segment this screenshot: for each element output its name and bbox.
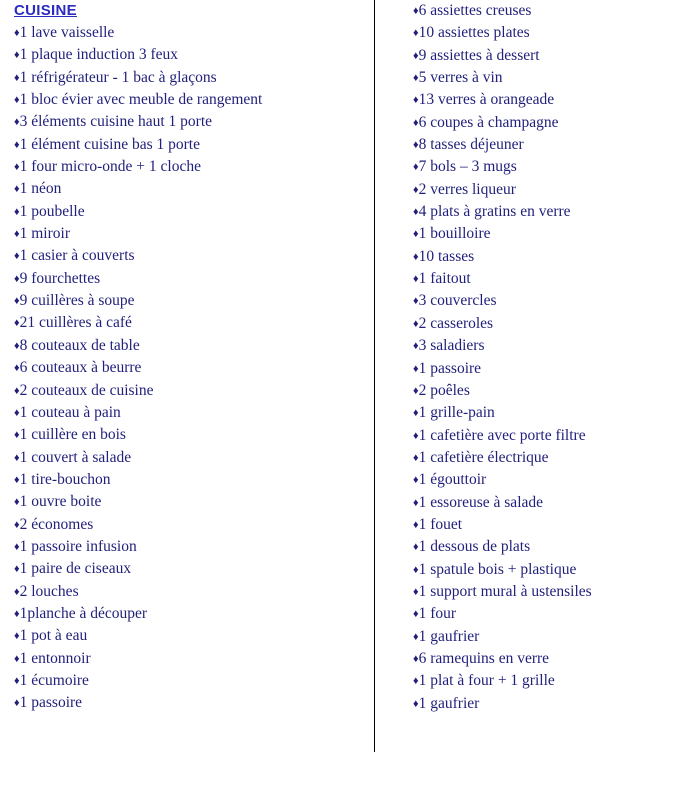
diamond-bullet-icon: ♦: [14, 652, 20, 665]
list-item: [14, 201, 374, 223]
list-item-label: 1 pot à eau: [19, 627, 88, 645]
list-item: [14, 290, 374, 312]
diamond-bullet-icon: ♦: [14, 295, 20, 308]
list-item-label: 1 tire-bouchon: [19, 470, 111, 488]
list-item-label: 1 dessous de plats: [418, 538, 531, 556]
diamond-bullet-icon: ♦: [14, 607, 20, 620]
list-item-label: 10 tasses: [418, 247, 475, 265]
diamond-bullet-icon: ♦: [14, 71, 20, 84]
list-item-label: 5 verres à vin: [418, 69, 503, 87]
list-item-label: 1 essoreuse à salade: [418, 493, 544, 511]
list-item-label: 1 néon: [19, 180, 62, 198]
diamond-bullet-icon: ♦: [14, 563, 20, 576]
list-item: [14, 357, 374, 379]
diamond-bullet-icon: ♦: [413, 563, 419, 576]
list-item-label: 1 spatule bois + plastique: [418, 560, 577, 578]
list-item: [14, 134, 374, 156]
list-item-label: 1 four: [418, 605, 457, 623]
left-item-list: [14, 22, 374, 715]
diamond-bullet-icon: ♦: [14, 228, 20, 241]
diamond-bullet-icon: ♦: [14, 116, 20, 129]
list-item: [413, 514, 688, 536]
list-item-label: 2 couteaux de cuisine: [19, 381, 154, 399]
list-item: [413, 134, 688, 156]
diamond-bullet-icon: ♦: [14, 540, 20, 553]
list-item: [14, 692, 374, 714]
diamond-bullet-icon: ♦: [413, 49, 419, 62]
list-item: [413, 603, 688, 625]
diamond-bullet-icon: ♦: [413, 518, 419, 531]
list-item: [14, 648, 374, 670]
diamond-bullet-icon: ♦: [14, 161, 20, 174]
list-item-label: 9 assiettes à dessert: [418, 46, 540, 64]
list-item: [14, 491, 374, 513]
diamond-bullet-icon: ♦: [413, 496, 419, 509]
list-item-label: 1 bloc évier avec meuble de rangement: [19, 91, 263, 109]
diamond-bullet-icon: ♦: [14, 138, 20, 151]
list-item-label: 7 bols – 3 mugs: [418, 158, 517, 176]
column-divider: [374, 0, 375, 752]
list-item: [14, 536, 374, 558]
list-item-label: 1 cafetière avec porte filtre: [418, 426, 586, 444]
list-item-label: 1 grille-pain: [418, 404, 495, 422]
list-item: [413, 246, 688, 268]
diamond-bullet-icon: ♦: [14, 406, 20, 419]
list-item: [14, 44, 374, 66]
list-item-label: 1planche à découper: [19, 604, 148, 622]
list-item-label: 6 assiettes creuses: [418, 2, 532, 19]
diamond-bullet-icon: ♦: [413, 474, 419, 487]
diamond-bullet-icon: ♦: [413, 206, 419, 219]
diamond-bullet-icon: ♦: [14, 674, 20, 687]
list-item: [14, 625, 374, 647]
diamond-bullet-icon: ♦: [14, 518, 20, 531]
diamond-bullet-icon: ♦: [14, 496, 20, 509]
diamond-bullet-icon: ♦: [14, 250, 20, 263]
diamond-bullet-icon: ♦: [413, 161, 419, 174]
diamond-bullet-icon: ♦: [413, 273, 419, 286]
diamond-bullet-icon: ♦: [413, 541, 419, 554]
diamond-bullet-icon: ♦: [413, 250, 419, 263]
diamond-bullet-icon: ♦: [14, 205, 20, 218]
list-item: [413, 648, 688, 670]
list-item: [14, 223, 374, 245]
diamond-bullet-icon: ♦: [413, 362, 419, 375]
diamond-bullet-icon: ♦: [14, 630, 20, 643]
list-item-label: 1 support mural à ustensiles: [418, 582, 592, 600]
list-item: [14, 67, 374, 89]
list-item-label: 1 passoire: [19, 694, 83, 712]
list-item-label: 1 lave vaisselle: [19, 24, 115, 41]
diamond-bullet-icon: ♦: [413, 27, 419, 40]
list-item-label: 1 élément cuisine bas 1 porte: [19, 135, 200, 153]
list-item-label: 1 faitout: [418, 270, 471, 288]
diamond-bullet-icon: ♦: [14, 585, 20, 598]
list-item: [14, 312, 374, 334]
list-item-label: 1 entonnoir: [19, 649, 91, 667]
list-item: [14, 335, 374, 357]
list-item: [413, 536, 688, 558]
list-item: [14, 156, 374, 178]
list-item: [413, 112, 688, 134]
diamond-bullet-icon: ♦: [413, 94, 419, 107]
list-item-label: 1 cafetière électrique: [418, 448, 549, 466]
list-item: [14, 111, 374, 133]
list-item-label: 9 cuillères à soupe: [19, 292, 135, 310]
diamond-bullet-icon: ♦: [14, 339, 20, 352]
list-item: [14, 603, 374, 625]
list-item-label: 1 miroir: [19, 225, 70, 243]
list-item-label: 1 couvert à salade: [19, 448, 132, 466]
list-item-label: 1 plaque induction 3 feux: [19, 46, 179, 64]
diamond-bullet-icon: ♦: [14, 317, 20, 330]
list-item: [14, 670, 374, 692]
diamond-bullet-icon: ♦: [14, 94, 20, 107]
list-item-label: 2 poêles: [418, 381, 470, 399]
list-item: [413, 447, 688, 469]
diamond-bullet-icon: ♦: [14, 429, 20, 442]
list-item: [413, 156, 688, 178]
right-column: [375, 0, 688, 800]
list-item: [413, 67, 688, 89]
list-item: [14, 89, 374, 111]
list-item-label: 1 four micro-onde + 1 cloche: [19, 158, 201, 176]
list-item: [14, 245, 374, 267]
list-item: [413, 559, 688, 581]
diamond-bullet-icon: ♦: [413, 407, 419, 420]
list-item-label: 1 écumoire: [19, 671, 89, 689]
diamond-bullet-icon: ♦: [413, 72, 419, 85]
list-item-label: 8 tasses déjeuner: [418, 136, 524, 154]
list-item: [413, 469, 688, 491]
diamond-bullet-icon: ♦: [413, 451, 419, 464]
list-item-label: 2 verres liqueur: [418, 180, 516, 198]
diamond-bullet-icon: ♦: [14, 451, 20, 464]
list-item-label: 1 poubelle: [19, 202, 85, 220]
diamond-bullet-icon: ♦: [413, 139, 419, 152]
list-item: [413, 0, 688, 22]
list-item-label: 1 passoire infusion: [19, 537, 137, 555]
list-item: [413, 22, 688, 44]
diamond-bullet-icon: ♦: [413, 630, 419, 643]
diamond-bullet-icon: ♦: [413, 608, 419, 621]
diamond-bullet-icon: ♦: [413, 295, 419, 308]
list-item: [413, 223, 688, 245]
list-item: [413, 380, 688, 402]
list-item: [14, 581, 374, 603]
list-item: [413, 670, 688, 692]
list-item-label: 10 assiettes plates: [418, 24, 530, 42]
list-item-label: 8 couteaux de table: [19, 336, 140, 354]
list-item-label: 1 fouet: [418, 515, 463, 533]
list-item: [14, 380, 374, 402]
diamond-bullet-icon: ♦: [14, 697, 20, 710]
list-item: [413, 492, 688, 514]
list-item-label: 1 ouvre boite: [19, 493, 102, 511]
diamond-bullet-icon: ♦: [14, 27, 20, 39]
list-item: [413, 290, 688, 312]
list-item: [413, 581, 688, 603]
diamond-bullet-icon: ♦: [413, 183, 419, 196]
diamond-bullet-icon: ♦: [14, 272, 20, 285]
list-item-label: 1 réfrigérateur - 1 bac à glaçons: [19, 68, 217, 86]
list-item-label: 1 casier à couverts: [19, 247, 135, 265]
list-item: [413, 335, 688, 357]
list-item: [14, 447, 374, 469]
list-item-label: 6 couteaux à beurre: [19, 359, 142, 377]
list-item: [413, 626, 688, 648]
diamond-bullet-icon: ♦: [413, 585, 419, 598]
diamond-bullet-icon: ♦: [413, 384, 419, 397]
list-item-label: 6 ramequins en verre: [418, 649, 550, 667]
diamond-bullet-icon: ♦: [14, 362, 20, 375]
list-item: [14, 558, 374, 580]
list-item: [413, 89, 688, 111]
diamond-bullet-icon: ♦: [413, 5, 419, 17]
list-item: [413, 45, 688, 67]
diamond-bullet-icon: ♦: [14, 49, 20, 62]
list-item-label: 2 louches: [19, 582, 79, 600]
list-item-label: 21 cuillères à café: [19, 314, 132, 332]
list-item-label: 1 gaufrier: [418, 694, 480, 712]
list-item: [14, 178, 374, 200]
list-item: [14, 424, 374, 446]
diamond-bullet-icon: ♦: [413, 429, 419, 442]
diamond-bullet-icon: ♦: [14, 183, 20, 196]
list-item-label: 3 éléments cuisine haut 1 porte: [19, 113, 213, 131]
list-item: [14, 268, 374, 290]
list-item: [14, 469, 374, 491]
diamond-bullet-icon: ♦: [413, 228, 419, 241]
list-item-label: 4 plats à gratins en verre: [418, 203, 571, 221]
list-item-label: 9 fourchettes: [19, 269, 101, 287]
list-item-label: 1 plat à four + 1 grille: [418, 672, 555, 690]
list-item-label: 13 verres à orangeade: [418, 91, 555, 109]
diamond-bullet-icon: ♦: [413, 675, 419, 688]
list-item: [14, 514, 374, 536]
list-item: [14, 402, 374, 424]
diamond-bullet-icon: ♦: [413, 340, 419, 353]
list-item: [413, 358, 688, 380]
list-item-label: 1 gaufrier: [418, 627, 480, 645]
list-item: [413, 313, 688, 335]
diamond-bullet-icon: ♦: [14, 473, 20, 486]
list-item-label: 2 économes: [19, 515, 94, 533]
list-item: [413, 402, 688, 424]
list-item: [413, 268, 688, 290]
list-item-label: 1 couteau à pain: [19, 403, 121, 421]
list-item-label: 1 égouttoir: [418, 471, 487, 489]
page-title: CUISINE: [14, 2, 77, 19]
diamond-bullet-icon: ♦: [413, 317, 419, 330]
diamond-bullet-icon: ♦: [14, 384, 20, 397]
diamond-bullet-icon: ♦: [413, 652, 419, 665]
list-item: [413, 693, 688, 715]
list-item-label: 3 saladiers: [418, 337, 485, 355]
list-item: [413, 179, 688, 201]
list-item-label: 2 casseroles: [418, 314, 494, 332]
list-item-label: 1 cuillère en bois: [19, 426, 126, 444]
list-item-label: 1 bouilloire: [418, 225, 491, 243]
right-item-list: [413, 0, 688, 715]
list-item-label: 1 passoire: [418, 359, 482, 377]
diamond-bullet-icon: ♦: [413, 116, 419, 129]
list-item-label: 6 coupes à champagne: [418, 113, 559, 131]
diamond-bullet-icon: ♦: [413, 697, 419, 710]
list-item: [413, 201, 688, 223]
list-item: [413, 425, 688, 447]
list-item-label: 1 paire de ciseaux: [19, 560, 132, 578]
list-item-label: 3 couvercles: [418, 292, 497, 310]
list-item: [14, 22, 374, 44]
